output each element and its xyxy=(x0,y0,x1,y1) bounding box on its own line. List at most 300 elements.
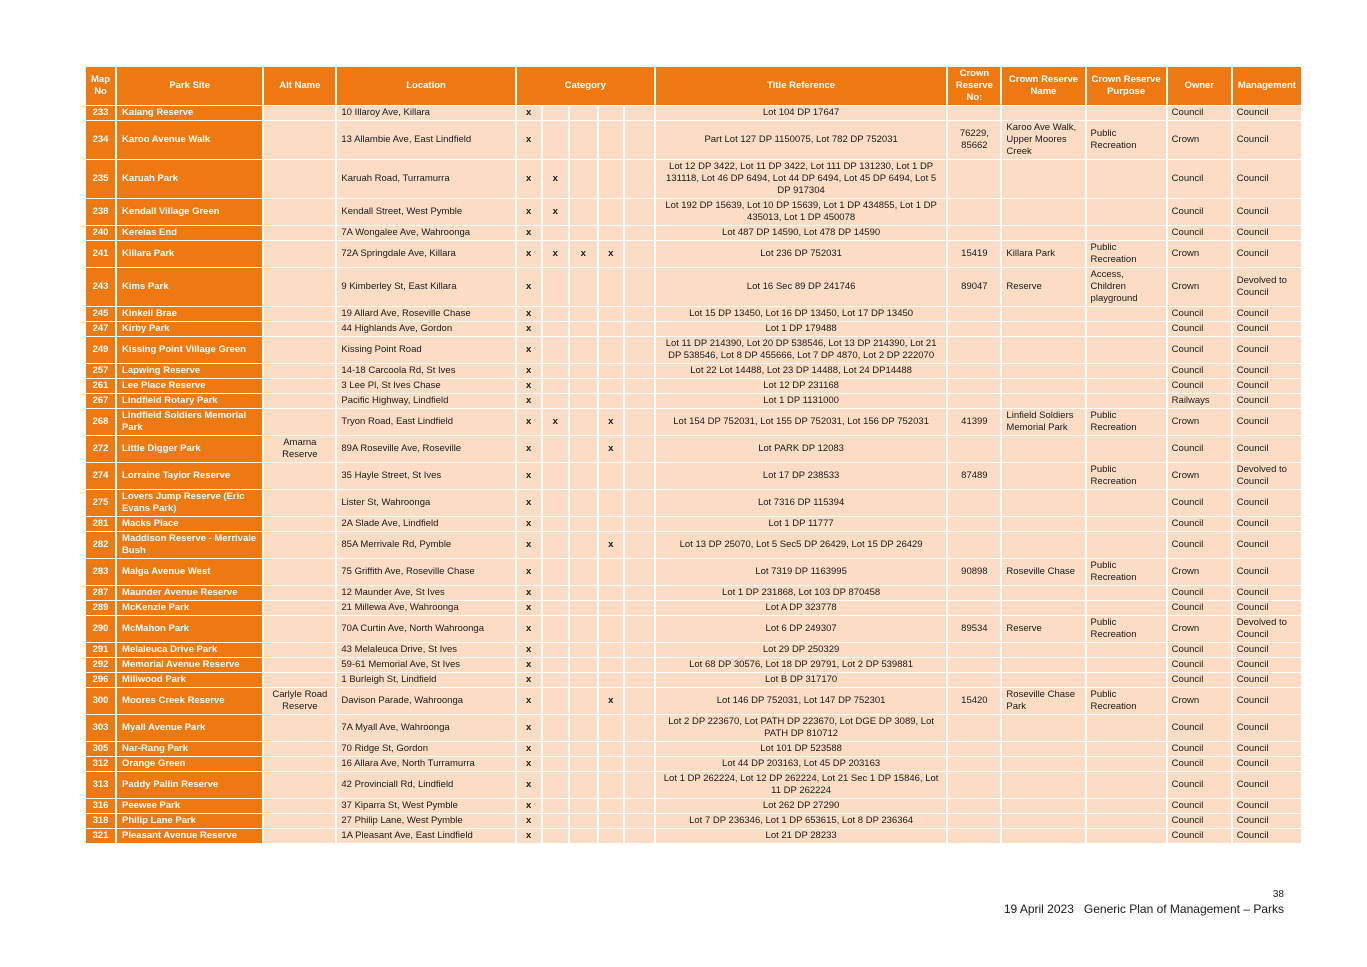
category-cell xyxy=(625,616,654,642)
owner-cell: Crown xyxy=(1168,688,1231,714)
park-site-cell: Karoo Avenue Walk xyxy=(117,121,262,159)
category-cell: x xyxy=(543,199,568,225)
alt-name-cell xyxy=(264,121,335,159)
crown-reserve-name-cell xyxy=(1002,106,1084,120)
category-cell xyxy=(570,643,597,657)
title-reference-cell: Lot 21 DP 28233 xyxy=(656,829,946,843)
location-cell: 42 Provinciall Rd, Lindfield xyxy=(337,772,514,798)
alt-name-cell xyxy=(264,829,335,843)
title-reference-cell: Lot 68 DP 30576, Lot 18 DP 29791, Lot 2 DP 539881 xyxy=(656,658,946,672)
location-cell: Karuah Road, Turramurra xyxy=(337,160,514,198)
title-reference-cell: Lot 17 DP 238533 xyxy=(656,463,946,489)
category-cell xyxy=(625,436,654,462)
crown-reserve-name-cell: Roseville Chase Park xyxy=(1002,688,1084,714)
alt-name-cell xyxy=(264,322,335,336)
crown-reserve-name-cell xyxy=(1002,199,1084,225)
crown-reserve-purpose-cell xyxy=(1087,757,1166,771)
category-cell xyxy=(570,436,597,462)
management-cell: Council xyxy=(1233,379,1301,393)
location-cell: Tryon Road, East Lindfield xyxy=(337,409,514,435)
table-row xyxy=(86,829,1301,843)
management-cell: Council xyxy=(1233,601,1301,615)
category-cell xyxy=(570,559,597,585)
category-cell xyxy=(570,199,597,225)
location-cell: 1 Burleigh St, Lindfield xyxy=(337,673,514,687)
alt-name-cell xyxy=(264,742,335,756)
parks-table xyxy=(84,66,1303,844)
category-cell: x xyxy=(570,241,597,267)
owner-cell: Crown xyxy=(1168,268,1231,306)
crown-reserve-purpose-cell xyxy=(1087,226,1166,240)
owner-cell: Council xyxy=(1168,106,1231,120)
category-cell xyxy=(543,364,568,378)
title-reference-cell: Lot 12 DP 3422, Lot 11 DP 3422, Lot 111 DP 131230, Lot 1 DP 131118, Lot 46 DP 6494, Lot 44 DP 6494, Lot 45 DP 6494, Lot 5 DP 917304 xyxy=(656,160,946,198)
park-site-cell: Myall Avenue Park xyxy=(117,715,262,741)
alt-name-cell xyxy=(264,241,335,267)
table-header xyxy=(86,67,1301,105)
category-cell xyxy=(625,322,654,336)
table-row xyxy=(86,757,1301,771)
category-cell xyxy=(599,814,623,828)
crown-reserve-name-cell xyxy=(1002,463,1084,489)
category-cell: x xyxy=(517,742,541,756)
category-cell xyxy=(570,742,597,756)
location-cell: 43 Melaleuca Drive, St Ives xyxy=(337,643,514,657)
title-reference-cell: Lot 12 DP 231168 xyxy=(656,379,946,393)
category-cell xyxy=(543,379,568,393)
location-cell: 3 Lee Pl, St Ives Chase xyxy=(337,379,514,393)
category-cell xyxy=(599,559,623,585)
category-cell: x xyxy=(517,226,541,240)
category-cell xyxy=(625,226,654,240)
park-site-cell: McMahon Park xyxy=(117,616,262,642)
park-site-cell: Philip Lane Park xyxy=(117,814,262,828)
management-cell: Devolved to Council xyxy=(1233,463,1301,489)
title-reference-cell: Part Lot 127 DP 1150075, Lot 782 DP 752031 xyxy=(656,121,946,159)
category-cell xyxy=(599,601,623,615)
table-row xyxy=(86,772,1301,798)
management-cell: Council xyxy=(1233,715,1301,741)
owner-cell: Council xyxy=(1168,757,1231,771)
location-cell: 44 Highlands Ave, Gordon xyxy=(337,322,514,336)
category-cell xyxy=(625,673,654,687)
category-cell xyxy=(570,829,597,843)
alt-name-cell xyxy=(264,601,335,615)
crown-reserve-no-cell xyxy=(948,586,1000,600)
owner-cell: Council xyxy=(1168,673,1231,687)
owner-cell: Crown xyxy=(1168,559,1231,585)
crown-reserve-purpose-cell: Public Recreation xyxy=(1087,616,1166,642)
category-cell: x xyxy=(517,490,541,516)
alt-name-cell xyxy=(264,643,335,657)
category-cell xyxy=(543,586,568,600)
management-cell: Council xyxy=(1233,364,1301,378)
owner-cell: Crown xyxy=(1168,616,1231,642)
title-reference-cell: Lot B DP 317170 xyxy=(656,673,946,687)
management-cell: Council xyxy=(1233,559,1301,585)
alt-name-cell xyxy=(264,307,335,321)
header-crown-reserve-no: Crown Reserve No: xyxy=(948,67,1000,105)
park-site-cell: Lindfield Rotary Park xyxy=(117,394,262,408)
title-reference-cell: Lot 2 DP 223670, Lot PATH DP 223670, Lot DGE DP 3089, Lot PATH DP 810712 xyxy=(656,715,946,741)
category-cell xyxy=(570,379,597,393)
park-site-cell: Kalang Reserve xyxy=(117,106,262,120)
owner-cell: Council xyxy=(1168,379,1231,393)
category-cell xyxy=(543,322,568,336)
park-site-cell: Lorraine Taylor Reserve xyxy=(117,463,262,489)
crown-reserve-purpose-cell: Access, Children playground xyxy=(1087,268,1166,306)
title-reference-cell: Lot 236 DP 752031 xyxy=(656,241,946,267)
crown-reserve-purpose-cell: Public Recreation xyxy=(1087,409,1166,435)
table-row xyxy=(86,394,1301,408)
map-no-cell: 268 xyxy=(86,409,115,435)
management-cell: Council xyxy=(1233,307,1301,321)
map-no-cell: 234 xyxy=(86,121,115,159)
category-cell: x xyxy=(517,601,541,615)
category-cell xyxy=(543,121,568,159)
owner-cell: Council xyxy=(1168,799,1231,813)
category-cell xyxy=(543,799,568,813)
management-cell: Council xyxy=(1233,121,1301,159)
category-cell xyxy=(570,586,597,600)
crown-reserve-no-cell xyxy=(948,379,1000,393)
crown-reserve-no-cell xyxy=(948,364,1000,378)
alt-name-cell xyxy=(264,586,335,600)
category-cell: x xyxy=(517,586,541,600)
category-cell xyxy=(599,364,623,378)
category-cell xyxy=(599,463,623,489)
management-cell: Council xyxy=(1233,673,1301,687)
category-cell xyxy=(543,814,568,828)
title-reference-cell: Lot 1 DP 231868, Lot 103 DP 870458 xyxy=(656,586,946,600)
management-cell: Council xyxy=(1233,337,1301,363)
owner-cell: Council xyxy=(1168,772,1231,798)
crown-reserve-no-cell xyxy=(948,490,1000,516)
crown-reserve-name-cell xyxy=(1002,673,1084,687)
table-row xyxy=(86,307,1301,321)
owner-cell: Council xyxy=(1168,160,1231,198)
location-cell: 75 Griffith Ave, Roseville Chase xyxy=(337,559,514,585)
title-reference-cell: Lot 29 DP 250329 xyxy=(656,643,946,657)
category-cell xyxy=(543,643,568,657)
category-cell: x xyxy=(517,268,541,306)
crown-reserve-no-cell xyxy=(948,814,1000,828)
owner-cell: Council xyxy=(1168,658,1231,672)
category-cell xyxy=(599,268,623,306)
crown-reserve-name-cell xyxy=(1002,601,1084,615)
title-reference-cell: Lot 192 DP 15639, Lot 10 DP 15639, Lot 1 DP 434855, Lot 1 DP 435013, Lot 1 DP 450078 xyxy=(656,199,946,225)
crown-reserve-name-cell xyxy=(1002,643,1084,657)
park-site-cell: Moores Creek Reserve xyxy=(117,688,262,714)
management-cell: Council xyxy=(1233,586,1301,600)
table-row xyxy=(86,226,1301,240)
crown-reserve-name-cell: Reserve xyxy=(1002,268,1084,306)
category-cell: x xyxy=(517,241,541,267)
crown-reserve-name-cell xyxy=(1002,436,1084,462)
category-cell xyxy=(543,673,568,687)
table-row xyxy=(86,559,1301,585)
crown-reserve-name-cell xyxy=(1002,307,1084,321)
management-cell: Council xyxy=(1233,436,1301,462)
table-row xyxy=(86,715,1301,741)
category-cell xyxy=(625,241,654,267)
park-site-cell: Karuah Park xyxy=(117,160,262,198)
location-cell: Lister St, Wahroonga xyxy=(337,490,514,516)
park-site-cell: Lee Place Reserve xyxy=(117,379,262,393)
alt-name-cell xyxy=(264,199,335,225)
alt-name-cell xyxy=(264,394,335,408)
park-site-cell: McKenzie Park xyxy=(117,601,262,615)
page-footer xyxy=(1004,888,1284,917)
crown-reserve-purpose-cell xyxy=(1087,643,1166,657)
crown-reserve-no-cell xyxy=(948,742,1000,756)
location-cell: 12 Maunder Ave, St Ives xyxy=(337,586,514,600)
category-cell xyxy=(599,517,623,531)
category-cell: x xyxy=(517,409,541,435)
category-cell: x xyxy=(517,160,541,198)
park-site-cell: Paddy Pallin Reserve xyxy=(117,772,262,798)
crown-reserve-purpose-cell xyxy=(1087,829,1166,843)
map-no-cell: 283 xyxy=(86,559,115,585)
alt-name-cell xyxy=(264,379,335,393)
category-cell: x xyxy=(517,688,541,714)
table-row xyxy=(86,160,1301,198)
category-cell xyxy=(599,742,623,756)
crown-reserve-no-cell xyxy=(948,226,1000,240)
crown-reserve-name-cell xyxy=(1002,322,1084,336)
alt-name-cell xyxy=(264,106,335,120)
category-cell xyxy=(625,364,654,378)
location-cell: 35 Hayle Street, St Ives xyxy=(337,463,514,489)
category-cell xyxy=(570,658,597,672)
owner-cell: Council xyxy=(1168,226,1231,240)
category-cell xyxy=(599,829,623,843)
crown-reserve-no-cell: 89047 xyxy=(948,268,1000,306)
alt-name-cell xyxy=(264,532,335,558)
category-cell xyxy=(599,379,623,393)
map-no-cell: 312 xyxy=(86,757,115,771)
crown-reserve-no-cell xyxy=(948,715,1000,741)
category-cell: x xyxy=(517,772,541,798)
category-cell xyxy=(543,772,568,798)
crown-reserve-no-cell: 15419 xyxy=(948,241,1000,267)
header-alt-name: Alt Name xyxy=(264,67,335,105)
crown-reserve-purpose-cell xyxy=(1087,742,1166,756)
crown-reserve-purpose-cell xyxy=(1087,160,1166,198)
category-cell xyxy=(543,226,568,240)
title-reference-cell: Lot 7319 DP 1163995 xyxy=(656,559,946,585)
crown-reserve-name-cell xyxy=(1002,772,1084,798)
crown-reserve-name-cell: Roseville Chase xyxy=(1002,559,1084,585)
location-cell: 59-61 Memorial Ave, St Ives xyxy=(337,658,514,672)
category-cell xyxy=(570,463,597,489)
crown-reserve-purpose-cell xyxy=(1087,337,1166,363)
category-cell xyxy=(599,307,623,321)
map-no-cell: 316 xyxy=(86,799,115,813)
owner-cell: Council xyxy=(1168,307,1231,321)
category-cell xyxy=(599,337,623,363)
crown-reserve-name-cell: Linfield Soldiers Memorial Park xyxy=(1002,409,1084,435)
title-reference-cell: Lot 154 DP 752031, Lot 155 DP 752031, Lot 156 DP 752031 xyxy=(656,409,946,435)
map-no-cell: 261 xyxy=(86,379,115,393)
table-row xyxy=(86,517,1301,531)
owner-cell: Council xyxy=(1168,490,1231,516)
category-cell: x xyxy=(543,160,568,198)
category-cell xyxy=(625,106,654,120)
table-row xyxy=(86,268,1301,306)
category-cell: x xyxy=(517,517,541,531)
category-cell xyxy=(570,757,597,771)
footer-doc-title: Generic Plan of Management – Parks xyxy=(1083,902,1284,916)
park-site-cell: Kendall Village Green xyxy=(117,199,262,225)
category-cell: x xyxy=(517,814,541,828)
alt-name-cell xyxy=(264,337,335,363)
park-site-cell: Little Digger Park xyxy=(117,436,262,462)
management-cell: Council xyxy=(1233,772,1301,798)
alt-name-cell xyxy=(264,658,335,672)
park-site-cell: Lindfield Soldiers Memorial Park xyxy=(117,409,262,435)
category-cell: x xyxy=(517,829,541,843)
title-reference-cell: Lot PARK DP 12083 xyxy=(656,436,946,462)
crown-reserve-purpose-cell: Public Recreation xyxy=(1087,241,1166,267)
crown-reserve-purpose-cell xyxy=(1087,799,1166,813)
crown-reserve-no-cell xyxy=(948,757,1000,771)
park-site-cell: Malga Avenue West xyxy=(117,559,262,585)
title-reference-cell: Lot 7316 DP 115394 xyxy=(656,490,946,516)
category-cell xyxy=(543,559,568,585)
crown-reserve-no-cell xyxy=(948,643,1000,657)
category-cell xyxy=(543,658,568,672)
crown-reserve-name-cell: Karoo Ave Walk, Upper Moores Creek xyxy=(1002,121,1084,159)
table-row xyxy=(86,658,1301,672)
category-cell xyxy=(570,601,597,615)
category-cell: x xyxy=(599,688,623,714)
management-cell: Council xyxy=(1233,490,1301,516)
category-cell xyxy=(599,226,623,240)
category-cell xyxy=(570,616,597,642)
category-cell: x xyxy=(543,241,568,267)
crown-reserve-purpose-cell xyxy=(1087,199,1166,225)
crown-reserve-name-cell xyxy=(1002,532,1084,558)
category-cell xyxy=(599,322,623,336)
category-cell xyxy=(543,394,568,408)
location-cell: 70 Ridge St, Gordon xyxy=(337,742,514,756)
category-cell xyxy=(570,490,597,516)
crown-reserve-name-cell: Reserve xyxy=(1002,616,1084,642)
table-row xyxy=(86,490,1301,516)
table-row xyxy=(86,106,1301,120)
location-cell: 70A Curtin Ave, North Wahroonga xyxy=(337,616,514,642)
alt-name-cell xyxy=(264,673,335,687)
alt-name-cell xyxy=(264,517,335,531)
crown-reserve-no-cell xyxy=(948,517,1000,531)
alt-name-cell xyxy=(264,268,335,306)
crown-reserve-no-cell xyxy=(948,829,1000,843)
header-management: Management xyxy=(1233,67,1301,105)
category-cell xyxy=(625,307,654,321)
owner-cell: Council xyxy=(1168,517,1231,531)
category-cell: x xyxy=(517,799,541,813)
crown-reserve-purpose-cell xyxy=(1087,364,1166,378)
category-cell: x xyxy=(517,559,541,585)
alt-name-cell xyxy=(264,772,335,798)
category-cell xyxy=(570,688,597,714)
park-site-cell: Kirby Park xyxy=(117,322,262,336)
category-cell: x xyxy=(599,241,623,267)
park-site-cell: Kims Park xyxy=(117,268,262,306)
park-site-cell: Peewee Park xyxy=(117,799,262,813)
category-cell: x xyxy=(517,322,541,336)
management-cell: Council xyxy=(1233,199,1301,225)
crown-reserve-purpose-cell xyxy=(1087,772,1166,798)
park-site-cell: Lovers Jump Reserve (Eric Evans Park) xyxy=(117,490,262,516)
category-cell xyxy=(543,532,568,558)
map-no-cell: 275 xyxy=(86,490,115,516)
title-reference-cell: Lot 7 DP 236346, Lot 1 DP 653615, Lot 8 DP 236364 xyxy=(656,814,946,828)
category-cell: x xyxy=(599,409,623,435)
owner-cell: Council xyxy=(1168,199,1231,225)
location-cell: 21 Millewa Ave, Wahroonga xyxy=(337,601,514,615)
category-cell: x xyxy=(517,715,541,741)
location-cell: Davison Parade, Wahroonga xyxy=(337,688,514,714)
owner-cell: Council xyxy=(1168,715,1231,741)
category-cell: x xyxy=(517,121,541,159)
management-cell: Council xyxy=(1233,532,1301,558)
crown-reserve-purpose-cell xyxy=(1087,490,1166,516)
management-cell: Council xyxy=(1233,757,1301,771)
park-site-cell: Millwood Park xyxy=(117,673,262,687)
crown-reserve-purpose-cell xyxy=(1087,379,1166,393)
map-no-cell: 318 xyxy=(86,814,115,828)
category-cell xyxy=(625,742,654,756)
category-cell: x xyxy=(517,394,541,408)
category-cell: x xyxy=(517,436,541,462)
management-cell: Council xyxy=(1233,394,1301,408)
owner-cell: Council xyxy=(1168,337,1231,363)
crown-reserve-purpose-cell: Public Recreation xyxy=(1087,121,1166,159)
crown-reserve-no-cell xyxy=(948,394,1000,408)
category-cell xyxy=(625,757,654,771)
category-cell xyxy=(570,106,597,120)
category-cell xyxy=(570,307,597,321)
category-cell xyxy=(599,106,623,120)
category-cell xyxy=(625,814,654,828)
category-cell xyxy=(625,643,654,657)
category-cell: x xyxy=(517,658,541,672)
category-cell: x xyxy=(517,106,541,120)
owner-cell: Crown xyxy=(1168,241,1231,267)
category-cell xyxy=(625,199,654,225)
category-cell xyxy=(570,715,597,741)
map-no-cell: 243 xyxy=(86,268,115,306)
category-cell xyxy=(570,394,597,408)
category-cell xyxy=(543,268,568,306)
management-cell: Council xyxy=(1233,226,1301,240)
location-cell: 9 Kimberley St, East Killara xyxy=(337,268,514,306)
table-row xyxy=(86,199,1301,225)
management-cell: Council xyxy=(1233,106,1301,120)
park-site-cell: Maddison Reserve - Merrivale Bush xyxy=(117,532,262,558)
location-cell: 7A Wongalee Ave, Wahroonga xyxy=(337,226,514,240)
category-cell xyxy=(570,772,597,798)
title-reference-cell: Lot A DP 323778 xyxy=(656,601,946,615)
crown-reserve-purpose-cell xyxy=(1087,517,1166,531)
header-location: Location xyxy=(337,67,514,105)
alt-name-cell xyxy=(264,226,335,240)
crown-reserve-name-cell xyxy=(1002,658,1084,672)
category-cell xyxy=(625,463,654,489)
category-cell xyxy=(543,715,568,741)
